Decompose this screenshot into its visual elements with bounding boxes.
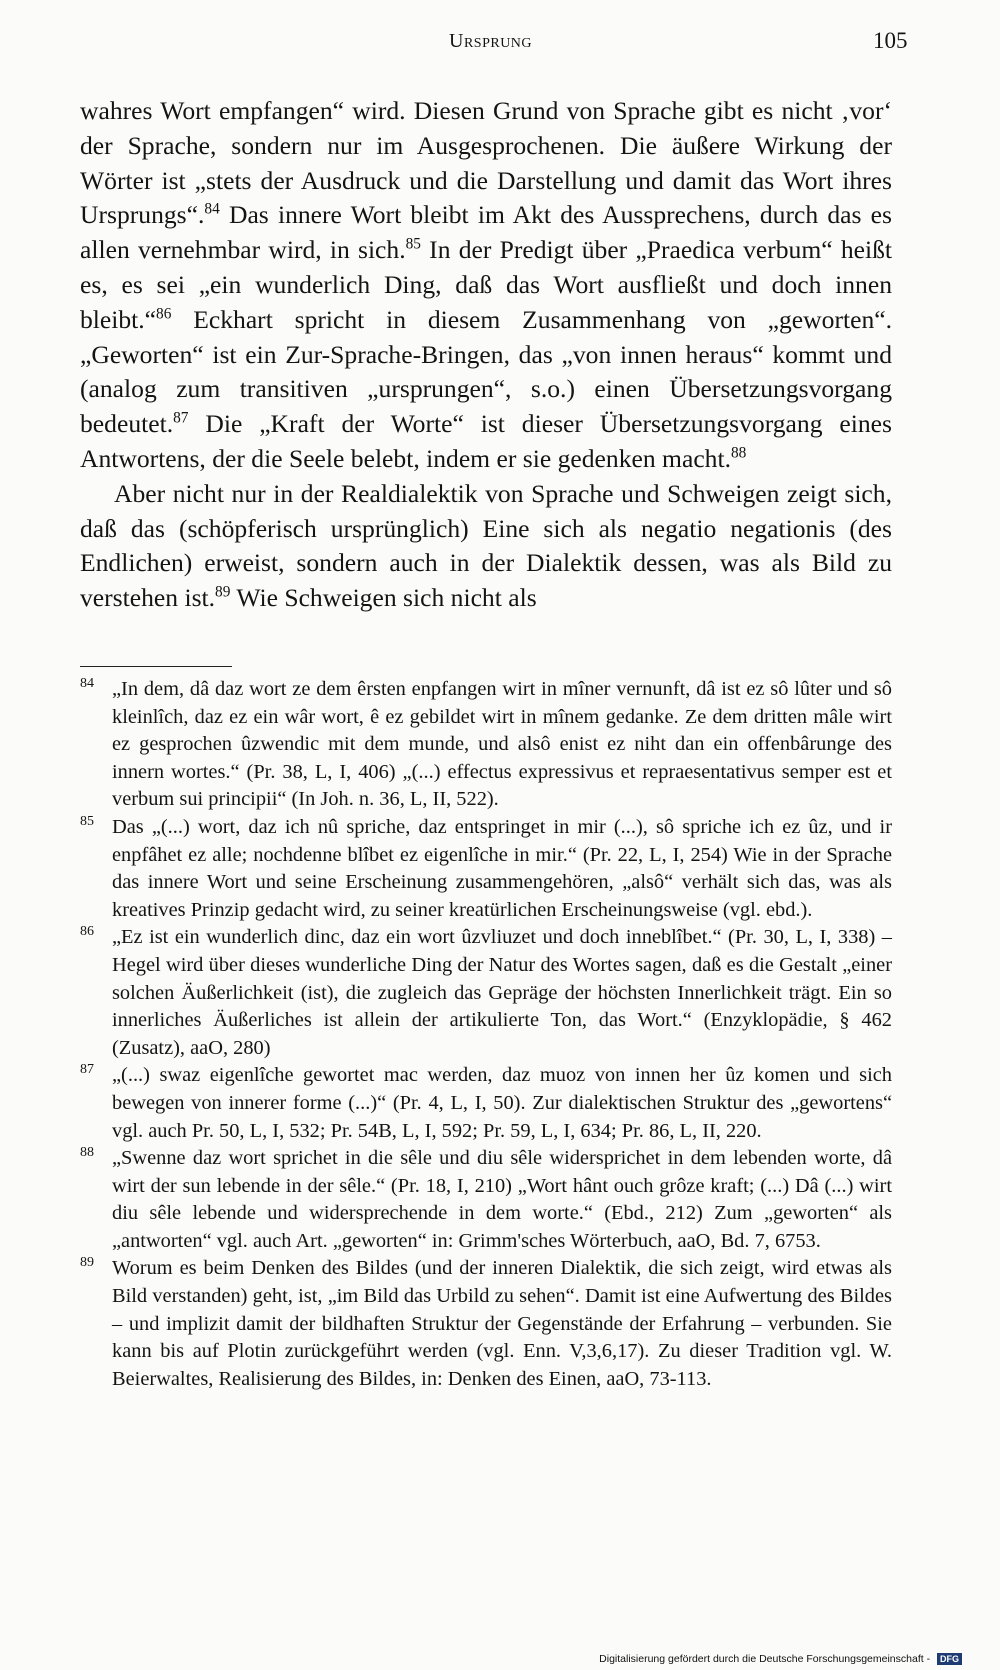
text-segment: Die „Kraft der Worte“ ist dieser Übersetzungsvorgang eines Antwortens, der die Seele belebt, indem er sie gedenken macht. bbox=[80, 409, 892, 473]
footnote-text: „In dem, dâ daz wort ze dem êrsten enpfangen wirt in mîner vernunft, dâ ist ez sô lûter und sô kleinlîch, daz ez ein wâr wort, ê ez gebildet wirt in mînem gedanke. Ze dem dritten mâle wirt ez gesprochen ûzwendic mit dem munde, und alsô enist ez niht dan ein offenbârunge des innern wortes.“ (Pr. 38, L, I, 406) „(...) effectus expressivus et repraesentativus semper est et verbum sui principii“ (In Joh. n. 36, L, II, 522). bbox=[112, 678, 892, 811]
footnote-divider bbox=[80, 666, 232, 667]
dfg-logo: DFG bbox=[937, 1653, 962, 1665]
text-segment: Wie Schweigen sich nicht als bbox=[230, 583, 537, 613]
footnote-text: Worum es beim Denken des Bildes (und der inneren Dialektik, die sich zeigt, wird etwas als Bild verstanden) geht, ist, „im Bild das Urbild zu sehen“. Damit ist eine Aufwertung des Bildes – und implizit damit der bildhaften Struktur der Gegenstände der Erfahrung – verbunden. Sie kann bis auf Plotin zurückgeführt werden (vgl. Enn. V,3,6,17). Zu dieser Tradition vgl. W. Beierwaltes, Realisierung des Bildes, in: Denken des Einen, aaO, 73-113. bbox=[112, 1257, 892, 1390]
text-segment: In der Predigt über „Praedica verbum“ heißt es, es sei „ein wunderlich Ding, daß das Wort ausfließt und doch innen bleibt.“ bbox=[80, 235, 892, 334]
footnote-88 bbox=[80, 1145, 892, 1255]
footnote-number: 84 bbox=[80, 676, 94, 691]
footnote-text: „Ez ist ein wunderlich dinc, daz ein wort ûzvliuzet und doch inneblîbet.“ (Pr. 30, L, I, 338) – Hegel wird über dieses wunderliche Ding der Natur des Wortes sagen, daß es die Gestalt „einer solchen Äußerlichkeit (ist), die zugleich das Gepräge der höchsten Innerlichkeit trägt. Ein so innerliches Äußerliches ist allein der artikulierte Ton, das Wort.“ (Enzyklopädie, § 462 (Zusatz), aaO, 280) bbox=[112, 926, 892, 1059]
footnote-ref-84[interactable]: 84 bbox=[204, 200, 220, 218]
footnote-ref-85[interactable]: 85 bbox=[405, 235, 421, 253]
footnote-text: „Swenne daz wort sprichet in die sêle und diu sêle widersprichet in dem lebenden worte, dâ wirt der sun lebende in der sêle.“ (Pr. 18, I, 210) „Wort hânt ouch grôze kraft; (...) Dâ (...) wirt diu sêle lebende und widersprechende in dem worte.“ (Ebd., 212) Zum „geworten“ als „antworten“ vgl. auch Art. „geworten“ in: Grimm'sches Wörterbuch, aaO, Bd. 7, 6753. bbox=[112, 1147, 892, 1252]
page-header bbox=[0, 26, 1000, 60]
footnote-ref-86[interactable]: 86 bbox=[156, 305, 172, 323]
footnote-ref-89[interactable]: 89 bbox=[215, 583, 231, 601]
footnote-number: 86 bbox=[80, 924, 94, 940]
footnote-ref-88[interactable]: 88 bbox=[731, 444, 747, 462]
footnote-number: 85 bbox=[80, 813, 94, 829]
footnote-89 bbox=[80, 1255, 892, 1393]
footnote-number: 89 bbox=[80, 1255, 94, 1271]
footnote-text: „(...) swaz eigenlîche gewortet mac werden, daz muoz von innen her ûz komen und sich bewegen von innerer forme (...)“ (Pr. 4, L, I, 50). Zur dialektischen Struktur des „gewortens“ vgl. auch Pr. 50, L, I, 532; Pr. 54B, L, I, 592; Pr. 59, L, I, 634; Pr. 86, L, II, 220. bbox=[112, 1064, 892, 1142]
text-segment: Das innere Wort bleibt im Akt des Aussprechens, durch das es allen vernehmbar wird, in sich. bbox=[80, 200, 892, 265]
footnote-number: 87 bbox=[80, 1062, 94, 1078]
credit-text: Digitalisierung gefördert durch die Deutsche Forschungsgemeinschaft - bbox=[599, 1652, 931, 1665]
footnote-86 bbox=[80, 924, 892, 1062]
paragraph-2 bbox=[80, 477, 892, 616]
footnote-number: 88 bbox=[80, 1145, 94, 1161]
text-segment: Aber nicht nur in der Realdialektik von Sprache und Schweigen zeigt sich, daß das (schöpferisch ursprünglich) Eine sich als negatio negationis (des Endlichen) erweist, sondern auch in der Dialektik dessen, was als Bild zu verstehen ist. bbox=[80, 478, 892, 613]
text-segment: Eckhart spricht in diesem Zusammenhang von „geworten“. „Geworten“ ist ein Zur-Sprache-Bringen, das „von innen heraus“ kommt und (analog zum transitiven „ursprungen“, s.o.) einen Übersetzungsvorgang bedeutet. bbox=[80, 304, 892, 439]
digitization-credit bbox=[599, 1653, 962, 1665]
main-text bbox=[80, 94, 892, 616]
paragraph-1 bbox=[80, 94, 892, 477]
running-title: Ursprung bbox=[449, 30, 533, 52]
footnotes bbox=[80, 676, 892, 1393]
page-number: 105 bbox=[873, 28, 908, 53]
footnote-84 bbox=[80, 676, 892, 814]
footnote-85 bbox=[80, 814, 892, 924]
text-segment: wahres Wort empfangen“ wird. Diesen Grund von Sprache gibt es nicht ‚vor‘ der Sprache, sondern nur im Ausgesprochenen. Die äußere Wirkung der Wörter ist „stets der Ausdruck und die Darstellung und damit das Wort ihres Ursprungs“. bbox=[80, 96, 892, 230]
footnote-text: Das „(...) wort, daz ich nû spriche, daz entspringet in mir (...), sô spriche ich ez ûz, und ir enpfâhet ez alle; nochdenne blîbet ez eigenlîche in mir.“ (Pr. 22, L, I, 254) Wie in der Sprache das innere Wort und seine Erscheinung zusammengehören, „alsô“ verhält sich das, was als kreatives Prinzip gedacht wird, zu seiner kreatürlichen Erscheinungsweise (vgl. ebd.). bbox=[112, 815, 892, 921]
footnote-87 bbox=[80, 1062, 892, 1145]
footnote-ref-87[interactable]: 87 bbox=[173, 409, 189, 427]
